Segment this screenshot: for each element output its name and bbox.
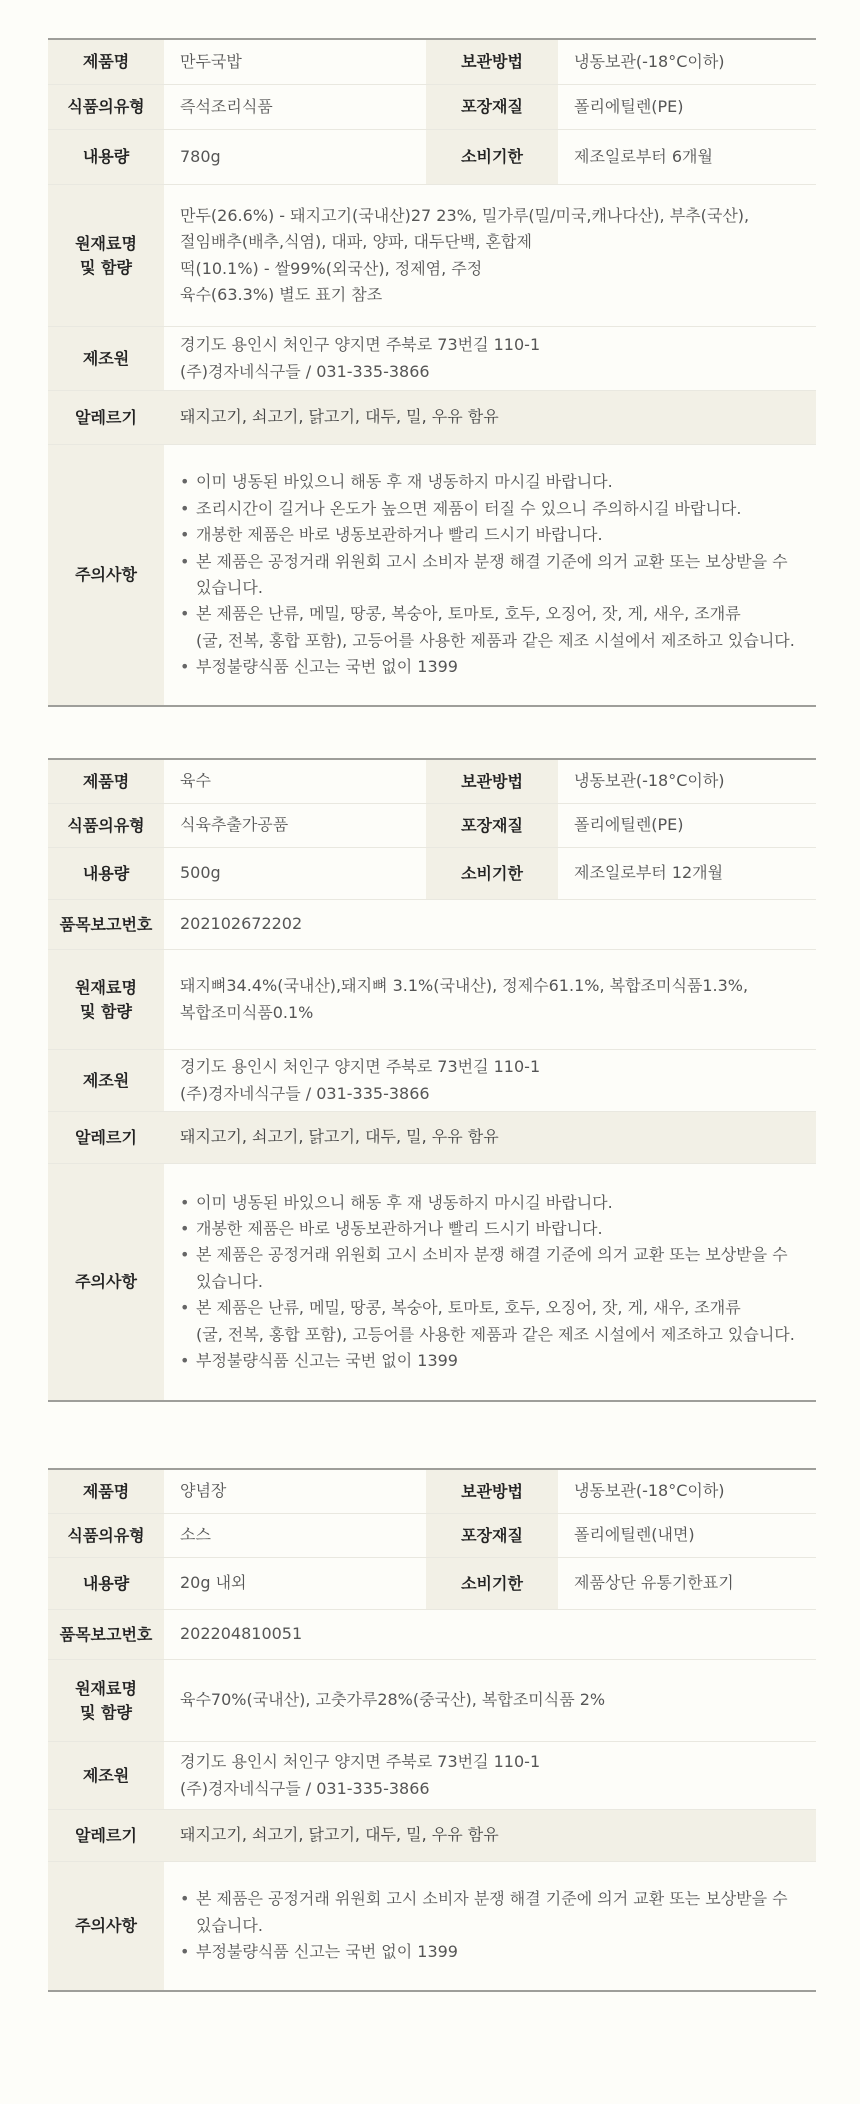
value-storage: 냉동보관(-18°C이하) xyxy=(574,1481,725,1501)
row-ingredients xyxy=(48,185,816,327)
row-type-packaging xyxy=(48,85,816,130)
label-expiry: 소비기한 xyxy=(426,1558,558,1609)
value-report-no: 202204810051 xyxy=(180,1624,303,1644)
label-caution: 주의사항 xyxy=(48,1862,164,1990)
value-type: 소스 xyxy=(180,1525,211,1545)
row-report-no xyxy=(48,900,816,950)
label-report-no: 품목보고번호 xyxy=(48,900,164,949)
value-allergy: 돼지고기, 쇠고기, 닭고기, 대두, 밀, 우유 함유 xyxy=(164,391,816,444)
label-type: 식품의유형 xyxy=(48,1514,164,1557)
value-type: 식육추출가공품 xyxy=(180,815,289,835)
value-caution xyxy=(164,1862,816,1990)
row-name-storage xyxy=(48,760,816,804)
label-volume: 내용량 xyxy=(48,1558,164,1609)
label-expiry: 소비기한 xyxy=(426,130,558,184)
value-name: 양념장 xyxy=(180,1481,227,1501)
value-maker: 경기도 용인시 처인구 양지면 주북로 73번길 110-1 (주)경자네식구들 / 031-335-3866 xyxy=(180,335,541,381)
value-caution xyxy=(164,445,816,705)
row-volume-expiry xyxy=(48,1558,816,1610)
value-volume: 20g 내외 xyxy=(180,1573,247,1593)
label-ingredients: 원재료명 및 함량 xyxy=(48,950,164,1049)
value-caution xyxy=(164,1164,816,1400)
value-ingredients: 돼지뼈34.4%(국내산),돼지뼈 3.1%(국내산), 정제수61.1%, 복합조미식품1.3%, 복합조미식품0.1% xyxy=(180,976,749,1022)
value-storage: 냉동보관(-18°C이하) xyxy=(574,771,725,791)
caution-item: • 이미 냉동된 바있으니 해동 후 재 냉동하지 마시길 바랍니다. xyxy=(180,469,795,495)
row-report-no xyxy=(48,1610,816,1660)
row-type-packaging xyxy=(48,1514,816,1558)
label-packaging: 포장재질 xyxy=(426,85,558,129)
label-name: 제품명 xyxy=(48,760,164,803)
label-packaging: 포장재질 xyxy=(426,804,558,847)
row-allergy xyxy=(48,391,816,445)
label-caution: 주의사항 xyxy=(48,1164,164,1400)
row-name-storage xyxy=(48,40,816,85)
caution-item: • 본 제품은 난류, 메밀, 땅콩, 복숭아, 토마토, 호두, 오징어, 잣, 게, 새우, 조개류 (굴, 전복, 홍합 포함), 고등어를 사용한 제품과 같은 제조 시설에서 제조하고 있습니다. xyxy=(180,601,795,654)
label-type: 식품의유형 xyxy=(48,85,164,129)
caution-item: • 본 제품은 공정거래 위원회 고시 소비자 분쟁 해결 기준에 의거 교환 또는 보상받을 수 있습니다. xyxy=(180,1886,788,1939)
value-name: 육수 xyxy=(180,771,211,791)
label-storage: 보관방법 xyxy=(426,40,558,84)
label-maker: 제조원 xyxy=(48,1050,164,1111)
value-expiry: 제조일로부터 12개월 xyxy=(574,863,724,883)
label-name: 제품명 xyxy=(48,1470,164,1513)
caution-item: • 본 제품은 공정거래 위원회 고시 소비자 분쟁 해결 기준에 의거 교환 또는 보상받을 수 있습니다. xyxy=(180,549,795,602)
row-volume-expiry xyxy=(48,130,816,185)
row-ingredients xyxy=(48,1660,816,1742)
row-name-storage xyxy=(48,1470,816,1514)
caution-list xyxy=(180,1886,788,1965)
value-volume: 500g xyxy=(180,863,221,883)
caution-item: • 부정불량식품 신고는 국번 없이 1399 xyxy=(180,1939,788,1965)
product-info-table-2 xyxy=(48,758,816,1402)
row-volume-expiry xyxy=(48,848,816,900)
caution-list xyxy=(180,469,795,680)
caution-item: • 개봉한 제품은 바로 냉동보관하거나 빨리 드시기 바랍니다. xyxy=(180,522,795,548)
label-name: 제품명 xyxy=(48,40,164,84)
row-maker xyxy=(48,1050,816,1112)
label-ingredients: 원재료명 및 함량 xyxy=(48,185,164,326)
caution-item: • 본 제품은 공정거래 위원회 고시 소비자 분쟁 해결 기준에 의거 교환 또는 보상받을 수 있습니다. xyxy=(180,1242,795,1295)
label-allergy: 알레르기 xyxy=(48,1112,164,1163)
value-maker: 경기도 용인시 처인구 양지면 주북로 73번길 110-1 (주)경자네식구들 / 031-335-3866 xyxy=(180,1752,541,1798)
value-expiry: 제품상단 유통기한표기 xyxy=(574,1573,734,1593)
value-packaging: 폴리에틸렌(내면) xyxy=(574,1525,695,1545)
value-volume: 780g xyxy=(180,146,221,166)
value-type: 즉석조리식품 xyxy=(180,96,273,116)
caution-item: • 이미 냉동된 바있으니 해동 후 재 냉동하지 마시길 바랍니다. xyxy=(180,1190,795,1216)
label-report-no: 품목보고번호 xyxy=(48,1610,164,1659)
value-storage: 냉동보관(-18°C이하) xyxy=(574,51,725,71)
label-ingredients: 원재료명 및 함량 xyxy=(48,1660,164,1741)
value-expiry: 제조일로부터 6개월 xyxy=(574,146,713,166)
row-type-packaging xyxy=(48,804,816,848)
row-maker xyxy=(48,327,816,391)
caution-item: • 본 제품은 난류, 메밀, 땅콩, 복숭아, 토마토, 호두, 오징어, 잣, 게, 새우, 조개류 (굴, 전복, 홍합 포함), 고등어를 사용한 제품과 같은 제조 시설에서 제조하고 있습니다. xyxy=(180,1295,795,1348)
value-ingredients: 육수70%(국내산), 고춧가루28%(중국산), 복합조미식품 2% xyxy=(180,1690,606,1710)
value-maker: 경기도 용인시 처인구 양지면 주북로 73번길 110-1 (주)경자네식구들 / 031-335-3866 xyxy=(180,1057,541,1103)
caution-item: • 조리시간이 길거나 온도가 높으면 제품이 터질 수 있으니 주의하시길 바랍니다. xyxy=(180,496,795,522)
value-allergy: 돼지고기, 쇠고기, 닭고기, 대두, 밀, 우유 함유 xyxy=(164,1810,816,1861)
value-allergy: 돼지고기, 쇠고기, 닭고기, 대두, 밀, 우유 함유 xyxy=(164,1112,816,1163)
label-type: 식품의유형 xyxy=(48,804,164,847)
label-caution: 주의사항 xyxy=(48,445,164,705)
caution-item: • 부정불량식품 신고는 국번 없이 1399 xyxy=(180,1348,795,1374)
value-packaging: 폴리에틸렌(PE) xyxy=(574,815,684,835)
row-ingredients xyxy=(48,950,816,1050)
label-volume: 내용량 xyxy=(48,848,164,899)
label-maker: 제조원 xyxy=(48,327,164,390)
product-info-table-1 xyxy=(48,38,816,707)
label-storage: 보관방법 xyxy=(426,760,558,803)
label-expiry: 소비기한 xyxy=(426,848,558,899)
value-packaging: 폴리에틸렌(PE) xyxy=(574,96,684,116)
row-caution xyxy=(48,1862,816,1990)
row-maker xyxy=(48,1742,816,1810)
label-packaging: 포장재질 xyxy=(426,1514,558,1557)
caution-item: • 개봉한 제품은 바로 냉동보관하거나 빨리 드시기 바랍니다. xyxy=(180,1216,795,1242)
label-maker: 제조원 xyxy=(48,1742,164,1809)
row-caution xyxy=(48,445,816,705)
row-allergy xyxy=(48,1810,816,1862)
value-name: 만두국밥 xyxy=(180,51,242,71)
label-allergy: 알레르기 xyxy=(48,1810,164,1861)
value-report-no: 202102672202 xyxy=(180,914,303,934)
value-ingredients: 만두(26.6%) - 돼지고기(국내산)27 23%, 밀가루(밀/미국,캐나다산), 부추(국산), 절임배추(배추,식염), 대파, 양파, 대두단백, 혼합제 떡(10.1%) - 쌀99%(외국산), 정제염, 주정 육수(63.3%) 별도 표기 참조 xyxy=(180,205,750,304)
label-allergy: 알레르기 xyxy=(48,391,164,444)
caution-list xyxy=(180,1190,795,1375)
row-allergy xyxy=(48,1112,816,1164)
caution-item: • 부정불량식품 신고는 국번 없이 1399 xyxy=(180,654,795,680)
product-info-table-3 xyxy=(48,1468,816,1992)
label-volume: 내용량 xyxy=(48,130,164,184)
row-caution xyxy=(48,1164,816,1400)
label-storage: 보관방법 xyxy=(426,1470,558,1513)
